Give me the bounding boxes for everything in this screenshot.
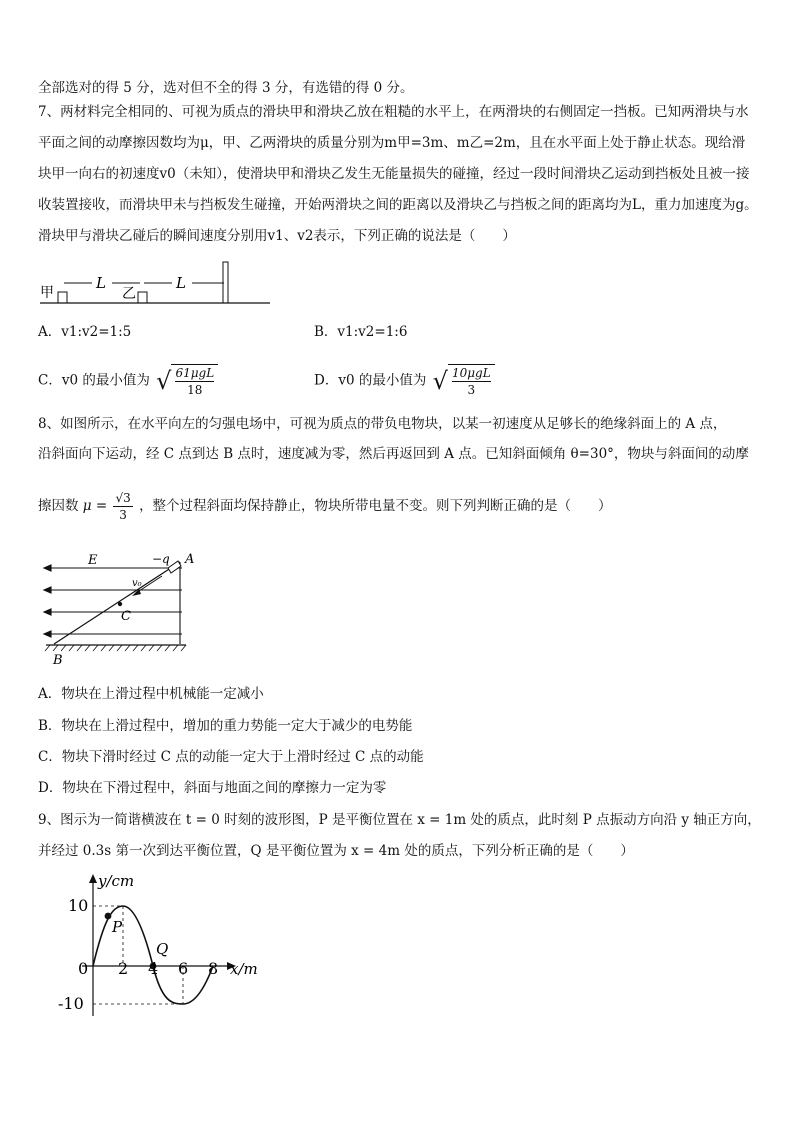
label-L-1: L: [96, 274, 106, 292]
q7-c-numerator: 61μgL: [175, 366, 215, 380]
x-tick-4: 4: [148, 959, 159, 978]
q8-figure: [40, 548, 200, 674]
label-C: C: [121, 609, 131, 624]
label-B: B: [53, 653, 63, 668]
label-P: P: [112, 918, 123, 936]
q7-option-d: D．v0 的最小值为 √ 10μgL 3: [314, 364, 495, 398]
y-axis-label: y/cm: [98, 872, 135, 890]
question-7-text: 7、两材料完全相同的、可视为质点的滑块甲和滑块乙放在粗糙的水平上，在两滑块的右侧固定一挡板。已知两滑块与水平面之间的动摩擦因数均为μ，甲、乙两滑块的质量分别为m甲=3m、m乙=2m，且在水平面上处于静止状态。现给滑块甲一向右的初速度v0（未知），使滑块甲和滑块乙发生无能量损失的碰撞，经过一段时间滑块乙运动到挡板处且被一接收装置接收，而滑块甲未与挡板发生碰撞，开始两滑块之间的距离以及滑块乙与挡板之间的距离均为L，重力加速度为g。滑块甲与滑块乙碰后的瞬间速度分别用v1、v2表示，下列正确的说法是（ ）: [38, 104, 758, 244]
q7-option-b: B．v1:v2=1:6: [314, 324, 408, 340]
label-L-2: L: [176, 274, 186, 292]
q7-option-c: C．v0 的最小值为 √ 61μgL 18: [38, 364, 218, 398]
x-tick-8: 8: [208, 959, 219, 978]
label-v0: v₀: [132, 578, 142, 589]
label-E: E: [88, 553, 98, 568]
q9-wave-graph: [52, 870, 272, 1024]
x-tick-6: 6: [178, 959, 189, 978]
q8-option-c: C．物块下滑时经过 C 点的动能一定大于上滑时经过 C 点的动能: [38, 749, 424, 765]
mu-denominator: 3: [119, 508, 127, 522]
question-9-line-2: 并经过 0.3s 第一次到达平衡位置，Q 是平衡位置为 x = 4m 处的质点，下列分析正确的是（ ）: [38, 843, 634, 859]
label-yi: 乙: [122, 286, 136, 302]
intro-line: 全部选对的得 5 分，选对但不全的得 3 分，有选错的得 0 分。: [38, 80, 414, 96]
q8-option-a: A．物块在上滑过程中机械能一定减小: [38, 686, 264, 702]
q7-figure: [38, 258, 278, 312]
q8-option-d: D．物块在下滑过程中，斜面与地面之间的摩擦力一定为零: [38, 780, 387, 796]
question-9-line-1: 9、图示为一简谐横波在 t = 0 时刻的波形图，P 是平衡位置在 x = 1m 处的质点，此时刻 P 点振动方向沿 y 轴正方向，: [38, 812, 761, 828]
question-8-line-1: 8、如图所示，在水平向左的匀强电场中，可视为质点的带负电物块，以某一初速度从足够长的绝缘斜面上的 A 点，: [38, 416, 727, 432]
q8-option-b: B．物块在上滑过程中，增加的重力势能一定大于减少的电势能: [38, 718, 413, 734]
mu-numerator: √3: [115, 491, 131, 505]
y-tick-10: 10: [68, 896, 89, 915]
q7-d-denominator: 3: [467, 383, 476, 397]
label-Q: Q: [156, 940, 169, 958]
x-tick-2: 2: [118, 959, 129, 978]
x-tick-0: 0: [78, 959, 89, 978]
label-jia: 甲: [40, 285, 54, 301]
label-q: −q: [152, 552, 170, 566]
x-axis-label: x/m: [230, 960, 258, 978]
question-8-line-2: 沿斜面向下运动，经 C 点到达 B 点时，速度减为零，然后再返回到 A 点。已知斜面倾角 θ=30°，物块与斜面间的动摩: [38, 446, 749, 462]
q7-option-a: A．v1:v2=1:5: [38, 324, 132, 340]
y-tick-neg10: -10: [58, 994, 84, 1013]
question-8-line-3: 擦因数 μ = $\frac{√3}{3}$ ，整个过程斜面均保持静止，物块所带电量不变。则下列判断正确的是（ ）: [38, 491, 612, 522]
q7-d-numerator: 10μgL: [451, 366, 491, 380]
label-A: A: [185, 552, 195, 567]
q7-c-denominator: 18: [187, 383, 203, 397]
